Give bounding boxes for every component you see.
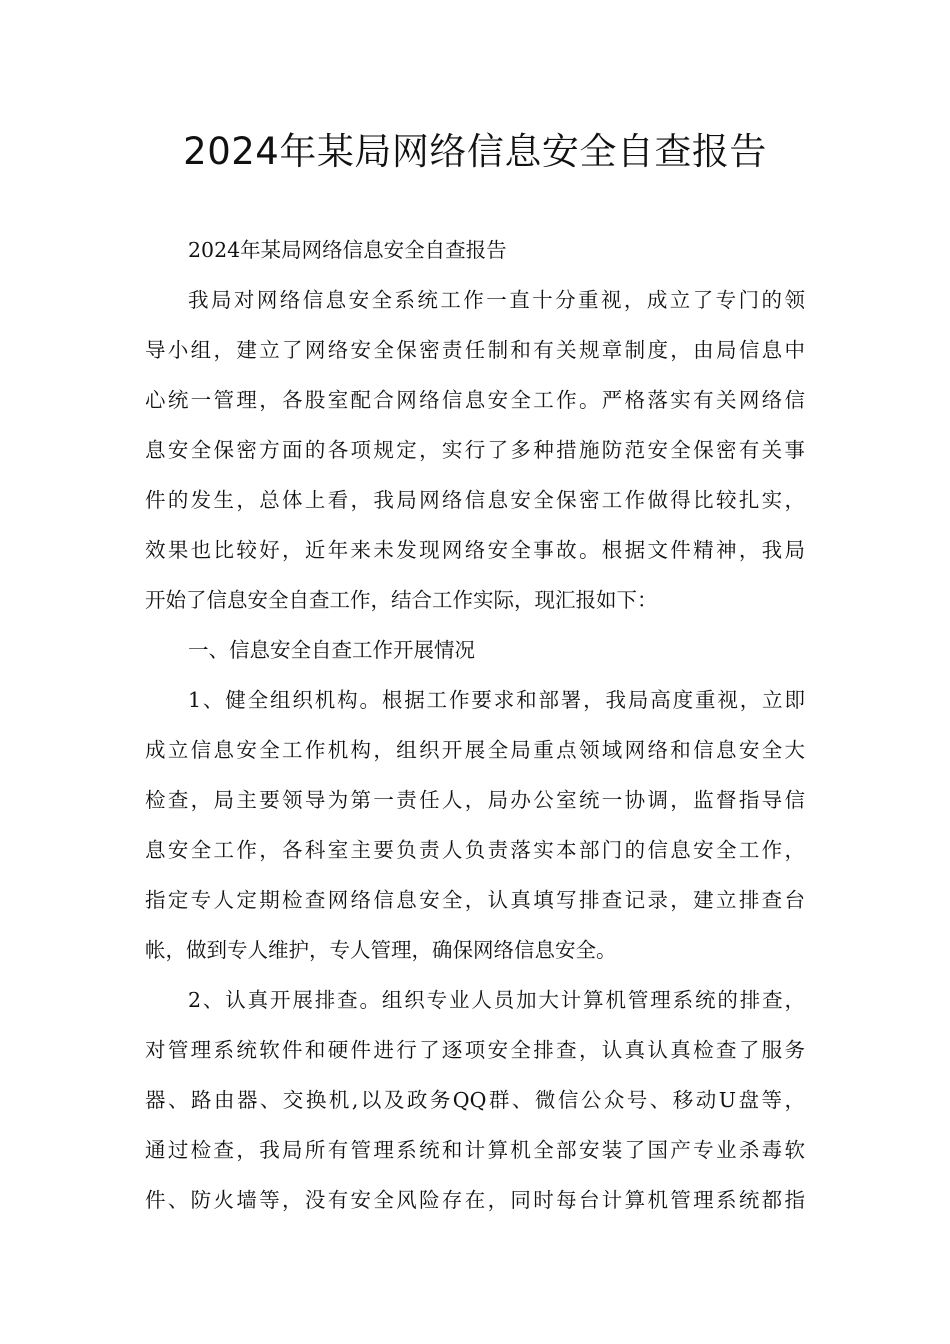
section-heading: 一、信息安全自查工作开展情况: [188, 638, 475, 662]
body-line: 件的发生，总体上看，我局网络信息安全保密工作做得比较扎实，: [145, 488, 805, 512]
body-line: 帐，做到专人维护，专人管理，确保网络信息安全。: [145, 938, 617, 962]
body-line: 开始了信息安全自查工作，结合工作实际，现汇报如下：: [145, 588, 658, 612]
body-line: 我局对网络信息安全系统工作一直十分重视，成立了专门的领: [188, 288, 805, 312]
body-line: 2、认真开展排查。组织专业人员加大计算机管理系统的排查，: [188, 988, 805, 1012]
body-line: 件、防火墙等，没有安全风险存在，同时每台计算机管理系统都指: [145, 1188, 805, 1212]
body-line: 心统一管理，各股室配合网络信息安全工作。严格落实有关网络信: [145, 388, 805, 412]
body-line: 息安全工作，各科室主要负责人负责落实本部门的信息安全工作，: [145, 838, 805, 862]
body-line: 导小组，建立了网络安全保密责任制和有关规章制度，由局信息中: [145, 338, 805, 362]
body-line: 器、路由器、交换机,以及政务QQ群、微信公众号、移动U盘等，: [145, 1088, 805, 1112]
body-line: 1、健全组织机构。根据工作要求和部署，我局高度重视，立即: [188, 688, 805, 712]
body-line: 通过检查，我局所有管理系统和计算机全部安装了国产专业杀毒软: [145, 1138, 805, 1162]
body-line: 指定专人定期检查网络信息安全，认真填写排查记录，建立排查台: [145, 888, 805, 912]
body-line: 成立信息安全工作机构，组织开展全局重点领域网络和信息安全大: [145, 738, 805, 762]
body-line: 对管理系统软件和硬件进行了逐项安全排查，认真认真检查了服务: [145, 1038, 805, 1062]
page-title: 2024年某局网络信息安全自查报告: [183, 130, 767, 173]
body-line: 2024年某局网络信息安全自查报告: [188, 238, 507, 262]
body-line: 效果也比较好，近年来未发现网络安全事故。根据文件精神，我局: [145, 538, 805, 562]
body-line: 息安全保密方面的各项规定，实行了多种措施防范安全保密有关事: [145, 438, 805, 462]
body-line: 检查，局主要领导为第一责任人，局办公室统一协调，监督指导信: [145, 788, 805, 812]
